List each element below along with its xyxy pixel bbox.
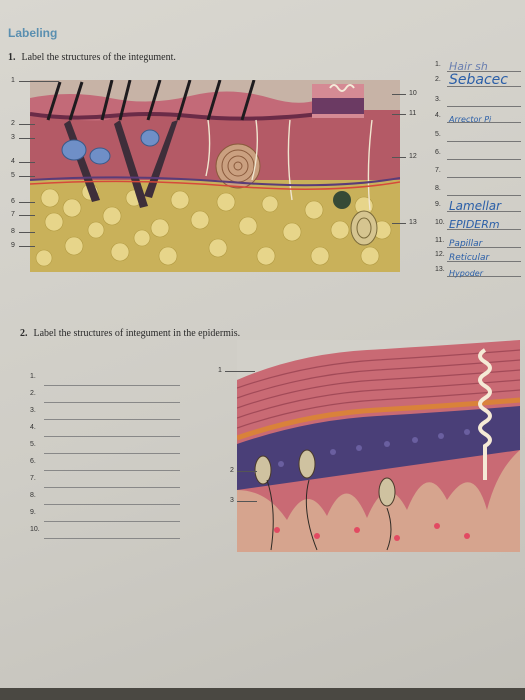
fig1-leader-line — [392, 223, 406, 224]
answer-row-5[interactable]: 5. — [435, 131, 521, 144]
fig1-leader-line — [19, 138, 35, 139]
fig2-leader-line — [225, 371, 255, 372]
answer2-row-10[interactable]: 10. — [30, 526, 180, 542]
fig1-label-3: 3 — [11, 134, 15, 141]
fig1-leader-line — [19, 202, 35, 203]
answer2-row-6[interactable]: 6. — [30, 458, 180, 474]
fig1-leader-line — [392, 157, 406, 158]
fig1-label-2: 2 — [11, 120, 15, 127]
answer-4-handwriting: Arrector Pi — [449, 115, 492, 124]
section-title: Labeling — [8, 26, 58, 40]
answer-12-handwriting: Reticular — [449, 253, 490, 263]
answer-row-13[interactable]: 13. Hypoder — [435, 266, 521, 279]
answer-11-handwriting: Papillar — [449, 239, 483, 249]
fig1-leader-line — [19, 176, 35, 177]
question-2 — [20, 328, 240, 339]
fig1-leader-line — [392, 94, 406, 95]
answer-row-3[interactable]: 3. — [435, 96, 521, 109]
integument-illustration — [30, 80, 400, 272]
question-1-number: 1. — [8, 52, 16, 63]
fig1-label-7: 7 — [11, 211, 15, 218]
answer-row-10[interactable]: 10. EPIDERm — [435, 219, 521, 232]
desk-surface — [0, 688, 525, 700]
fig1-leader-line — [19, 81, 59, 82]
fig1-label-11: 11 — [409, 110, 417, 117]
epidermis-diagram — [237, 340, 520, 552]
fig2-leader-line — [237, 471, 257, 472]
answer2-row-5[interactable]: 5. — [30, 441, 180, 457]
question-1-text: Label the structures of the integument. — [21, 52, 176, 63]
fig1-leader-line — [19, 162, 35, 163]
fig2-label-3: 3 — [230, 497, 234, 504]
answer2-row-9[interactable]: 9. — [30, 509, 180, 525]
answer-row-8[interactable]: 8. — [435, 185, 521, 198]
answer-row-2[interactable]: 2. Sebacec — [435, 76, 521, 89]
answer-row-4[interactable]: 4. Arrector Pi — [435, 112, 521, 125]
answer2-row-3[interactable]: 3. — [30, 407, 180, 423]
answer2-row-4[interactable]: 4. — [30, 424, 180, 440]
answer-row-12[interactable]: 12. Reticular — [435, 251, 521, 264]
answer2-row-7[interactable]: 7. — [30, 475, 180, 491]
integument-diagram — [30, 80, 400, 272]
question-2-number: 2. — [20, 328, 28, 339]
answer-row-9[interactable]: 9. Lamellar — [435, 201, 521, 214]
fig1-label-13: 13 — [409, 219, 417, 226]
answer2-row-1[interactable]: 1. — [30, 373, 180, 389]
fig2-leader-line — [237, 501, 257, 502]
fig1-label-6: 6 — [11, 198, 15, 205]
answer-row-6[interactable]: 6. — [435, 149, 521, 162]
answer-9-handwriting: Lamellar — [449, 199, 502, 213]
fig1-label-5: 5 — [11, 172, 15, 179]
question-2-text: Label the structures of integument in the epidermis. — [33, 328, 241, 339]
fig1-label-9: 9 — [11, 242, 15, 249]
fig1-label-1: 1 — [11, 77, 15, 84]
fig1-leader-line — [19, 246, 35, 247]
fig1-leader-line — [19, 215, 35, 216]
fig2-label-1: 1 — [218, 367, 222, 374]
answer-row-11[interactable]: 11. Papillar — [435, 237, 521, 250]
answer-2-handwriting: Sebacec — [449, 72, 508, 88]
answer2-row-2[interactable]: 2. — [30, 390, 180, 406]
fig2-label-2: 2 — [230, 467, 234, 474]
answer2-row-8[interactable]: 8. — [30, 492, 180, 508]
fig1-leader-line — [19, 124, 35, 125]
fig1-label-10: 10 — [409, 90, 417, 97]
answer-10-handwriting: EPIDERm — [449, 218, 500, 231]
answer-13-handwriting: Hypoder — [449, 269, 484, 278]
fig1-leader-line — [19, 232, 35, 233]
question-1 — [8, 52, 176, 63]
fig1-leader-line — [392, 114, 406, 115]
answer-1-handwriting: Hair sh — [449, 60, 488, 73]
fig1-label-12: 12 — [409, 153, 417, 160]
fig1-label-4: 4 — [11, 158, 15, 165]
answer-row-7[interactable]: 7. — [435, 167, 521, 180]
answer-row-1[interactable]: 1. Hair sh — [435, 61, 521, 74]
fig1-label-8: 8 — [11, 228, 15, 235]
epidermis-illustration — [237, 340, 520, 552]
